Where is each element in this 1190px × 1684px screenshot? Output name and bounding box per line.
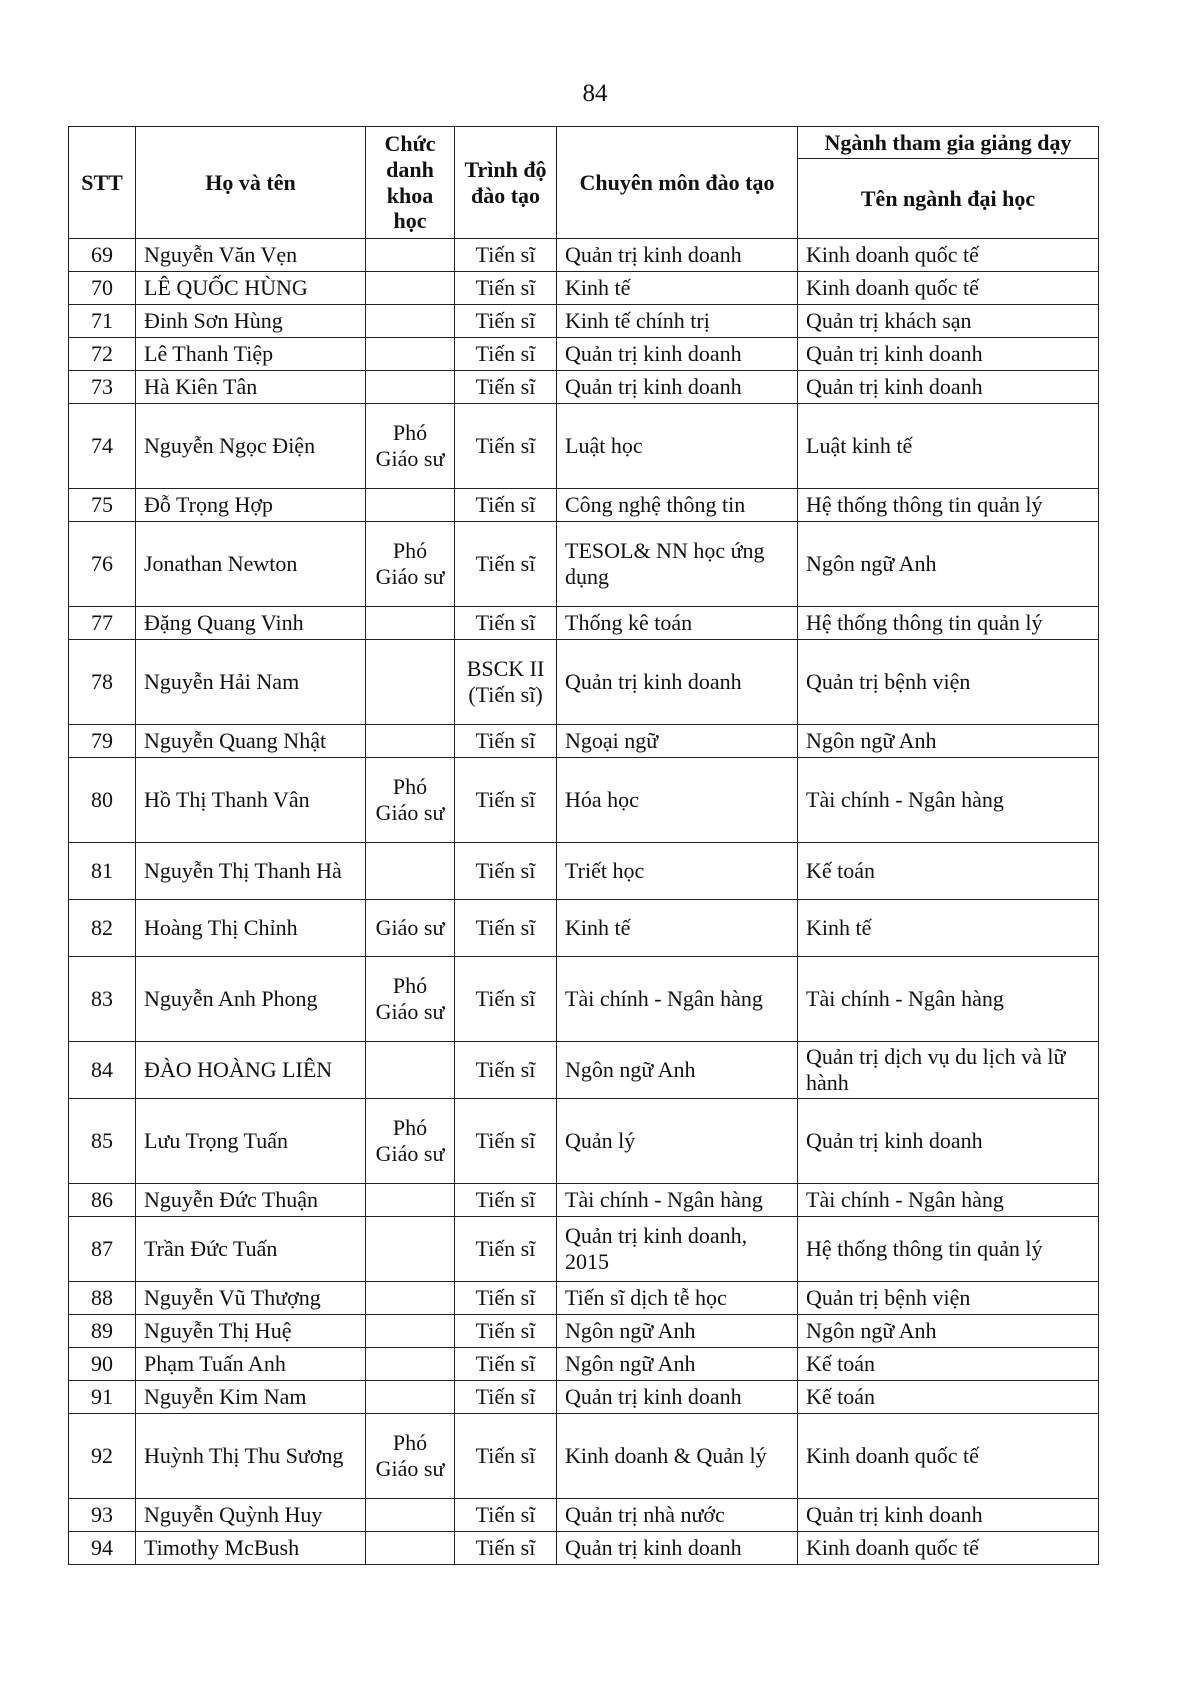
cell-program: Ngôn ngữ Anh [798, 725, 1099, 758]
cell-major: Ngôn ngữ Anh [557, 1348, 798, 1381]
header-name: Họ và tên [136, 127, 366, 239]
cell-major: TESOL& NN học ứng dụng [557, 522, 798, 607]
cell-stt: 92 [69, 1414, 136, 1499]
cell-level: BSCK II (Tiến sĩ) [455, 640, 557, 725]
cell-stt: 80 [69, 758, 136, 843]
cell-program: Quản trị kinh doanh [798, 1499, 1099, 1532]
cell-program: Tài chính - Ngân hàng [798, 957, 1099, 1042]
table-row [69, 640, 1099, 725]
cell-level: Tiến sĩ [455, 489, 557, 522]
table-row [69, 1217, 1099, 1282]
cell-name: Đặng Quang Vinh [136, 607, 366, 640]
cell-name: LÊ QUỐC HÙNG [136, 272, 366, 305]
cell-program: Kế toán [798, 1381, 1099, 1414]
cell-major: Công nghệ thông tin [557, 489, 798, 522]
cell-level: Tiến sĩ [455, 272, 557, 305]
cell-name: Nguyễn Ngọc Điện [136, 404, 366, 489]
cell-title [366, 725, 455, 758]
table-row [69, 1348, 1099, 1381]
cell-name: Lưu Trọng Tuấn [136, 1099, 366, 1184]
table-row [69, 1282, 1099, 1315]
cell-level: Tiến sĩ [455, 1381, 557, 1414]
table-row [69, 1414, 1099, 1499]
cell-level: Tiến sĩ [455, 1348, 557, 1381]
cell-level: Tiến sĩ [455, 1414, 557, 1499]
cell-stt: 74 [69, 404, 136, 489]
lecturer-table [68, 126, 1099, 1565]
cell-stt: 83 [69, 957, 136, 1042]
cell-name: Jonathan Newton [136, 522, 366, 607]
table-row [69, 272, 1099, 305]
page-number: 84 [582, 80, 608, 107]
header-title: Chức danh khoa học [366, 127, 455, 239]
cell-level: Tiến sĩ [455, 1184, 557, 1217]
cell-stt: 88 [69, 1282, 136, 1315]
cell-major: Quản trị kinh doanh, 2015 [557, 1217, 798, 1282]
cell-stt: 75 [69, 489, 136, 522]
cell-name: Lê Thanh Tiệp [136, 338, 366, 371]
cell-level: Tiến sĩ [455, 1315, 557, 1348]
cell-stt: 78 [69, 640, 136, 725]
cell-major: Kinh tế [557, 272, 798, 305]
cell-program: Ngôn ngữ Anh [798, 522, 1099, 607]
cell-major: Tiến sĩ dịch tễ học [557, 1282, 798, 1315]
cell-stt: 93 [69, 1499, 136, 1532]
cell-level: Tiến sĩ [455, 338, 557, 371]
cell-major: Thống kê toán [557, 607, 798, 640]
cell-stt: 77 [69, 607, 136, 640]
cell-major: Quản trị kinh doanh [557, 338, 798, 371]
cell-name: Huỳnh Thị Thu Sương [136, 1414, 366, 1499]
cell-name: Trần Đức Tuấn [136, 1217, 366, 1282]
cell-title: Phó Giáo sư [366, 522, 455, 607]
cell-program: Quản trị kinh doanh [798, 1099, 1099, 1184]
cell-major: Tài chính - Ngân hàng [557, 1184, 798, 1217]
cell-level: Tiến sĩ [455, 371, 557, 404]
cell-program: Quản trị kinh doanh [798, 338, 1099, 371]
cell-title: Phó Giáo sư [366, 1414, 455, 1499]
cell-title [366, 1282, 455, 1315]
cell-stt: 90 [69, 1348, 136, 1381]
cell-title [366, 1532, 455, 1565]
cell-stt: 79 [69, 725, 136, 758]
cell-level: Tiến sĩ [455, 1042, 557, 1099]
cell-level: Tiến sĩ [455, 725, 557, 758]
table-row [69, 1381, 1099, 1414]
cell-name: Nguyễn Quỳnh Huy [136, 1499, 366, 1532]
header-program: Tên ngành đại học [798, 159, 1099, 239]
cell-major: Luật học [557, 404, 798, 489]
cell-stt: 85 [69, 1099, 136, 1184]
cell-name: Nguyễn Hải Nam [136, 640, 366, 725]
table-row [69, 1315, 1099, 1348]
cell-name: Timothy McBush [136, 1532, 366, 1565]
cell-stt: 71 [69, 305, 136, 338]
cell-stt: 86 [69, 1184, 136, 1217]
cell-level: Tiến sĩ [455, 1099, 557, 1184]
cell-title: Giáo sư [366, 900, 455, 957]
cell-name: Nguyễn Kim Nam [136, 1381, 366, 1414]
cell-stt: 76 [69, 522, 136, 607]
cell-major: Hóa học [557, 758, 798, 843]
cell-major: Kinh tế chính trị [557, 305, 798, 338]
cell-major: Quản lý [557, 1099, 798, 1184]
cell-program: Kinh tế [798, 900, 1099, 957]
table-row [69, 1042, 1099, 1099]
cell-level: Tiến sĩ [455, 1217, 557, 1282]
table-header [69, 127, 1099, 239]
table-row [69, 957, 1099, 1042]
cell-stt: 84 [69, 1042, 136, 1099]
cell-title [366, 640, 455, 725]
cell-major: Ngoại ngữ [557, 725, 798, 758]
cell-title [366, 843, 455, 900]
cell-stt: 82 [69, 900, 136, 957]
cell-major: Ngôn ngữ Anh [557, 1042, 798, 1099]
cell-level: Tiến sĩ [455, 957, 557, 1042]
cell-program: Hệ thống thông tin quản lý [798, 1217, 1099, 1282]
cell-level: Tiến sĩ [455, 607, 557, 640]
cell-level: Tiến sĩ [455, 1282, 557, 1315]
cell-program: Quản trị khách sạn [798, 305, 1099, 338]
cell-program: Tài chính - Ngân hàng [798, 758, 1099, 843]
cell-level: Tiến sĩ [455, 900, 557, 957]
table-row [69, 843, 1099, 900]
cell-title: Phó Giáo sư [366, 1099, 455, 1184]
cell-name: Nguyễn Thị Thanh Hà [136, 843, 366, 900]
cell-program: Luật kinh tế [798, 404, 1099, 489]
cell-program: Quản trị bệnh viện [798, 640, 1099, 725]
cell-program: Quản trị bệnh viện [798, 1282, 1099, 1315]
table-row [69, 1184, 1099, 1217]
cell-program: Ngôn ngữ Anh [798, 1315, 1099, 1348]
cell-title [366, 489, 455, 522]
cell-level: Tiến sĩ [455, 843, 557, 900]
cell-program: Kinh doanh quốc tế [798, 239, 1099, 272]
cell-program: Hệ thống thông tin quản lý [798, 489, 1099, 522]
table-row [69, 489, 1099, 522]
cell-title [366, 1381, 455, 1414]
table-row [69, 1099, 1099, 1184]
header-major: Chuyên môn đào tạo [557, 127, 798, 239]
table-row [69, 607, 1099, 640]
cell-name: Nguyễn Quang Nhật [136, 725, 366, 758]
cell-title [366, 1217, 455, 1282]
cell-program: Hệ thống thông tin quản lý [798, 607, 1099, 640]
table-row [69, 758, 1099, 843]
cell-name: Nguyễn Đức Thuận [136, 1184, 366, 1217]
cell-program: Kinh doanh quốc tế [798, 1532, 1099, 1565]
cell-title [366, 607, 455, 640]
cell-program: Kinh doanh quốc tế [798, 272, 1099, 305]
table-row [69, 239, 1099, 272]
table-row [69, 338, 1099, 371]
cell-name: Hoàng Thị Chỉnh [136, 900, 366, 957]
cell-name: Nguyễn Anh Phong [136, 957, 366, 1042]
cell-level: Tiến sĩ [455, 1532, 557, 1565]
cell-name: Nguyễn Thị Huệ [136, 1315, 366, 1348]
cell-name: Hồ Thị Thanh Vân [136, 758, 366, 843]
cell-title [366, 1042, 455, 1099]
table-row [69, 725, 1099, 758]
cell-program: Kinh doanh quốc tế [798, 1414, 1099, 1499]
cell-stt: 81 [69, 843, 136, 900]
cell-title [366, 1348, 455, 1381]
cell-title: Phó Giáo sư [366, 957, 455, 1042]
cell-title [366, 1315, 455, 1348]
table-row [69, 900, 1099, 957]
cell-level: Tiến sĩ [455, 239, 557, 272]
cell-level: Tiến sĩ [455, 522, 557, 607]
cell-major: Quản trị nhà nước [557, 1499, 798, 1532]
table-row [69, 404, 1099, 489]
cell-title [366, 338, 455, 371]
header-teaching-field: Ngành tham gia giảng dạy [798, 127, 1099, 159]
cell-major: Triết học [557, 843, 798, 900]
cell-title: Phó Giáo sư [366, 758, 455, 843]
cell-title [366, 1499, 455, 1532]
cell-stt: 91 [69, 1381, 136, 1414]
cell-title [366, 1184, 455, 1217]
cell-name: Nguyễn Văn Vẹn [136, 239, 366, 272]
header-stt: STT [69, 127, 136, 239]
cell-major: Kinh doanh & Quản lý [557, 1414, 798, 1499]
cell-program: Quản trị dịch vụ du lịch và lữ hành [798, 1042, 1099, 1099]
cell-title: Phó Giáo sư [366, 404, 455, 489]
cell-stt: 70 [69, 272, 136, 305]
cell-stt: 73 [69, 371, 136, 404]
cell-program: Kế toán [798, 1348, 1099, 1381]
cell-stt: 94 [69, 1532, 136, 1565]
cell-name: Hà Kiên Tân [136, 371, 366, 404]
cell-name: Đỗ Trọng Hợp [136, 489, 366, 522]
table-body [69, 239, 1099, 1565]
cell-title [366, 305, 455, 338]
cell-name: Phạm Tuấn Anh [136, 1348, 366, 1381]
cell-stt: 72 [69, 338, 136, 371]
cell-major: Quản trị kinh doanh [557, 1381, 798, 1414]
cell-level: Tiến sĩ [455, 1499, 557, 1532]
cell-title [366, 371, 455, 404]
cell-level: Tiến sĩ [455, 305, 557, 338]
table-row [69, 522, 1099, 607]
cell-title [366, 239, 455, 272]
cell-major: Quản trị kinh doanh [557, 640, 798, 725]
cell-level: Tiến sĩ [455, 404, 557, 489]
header-level: Trình độ đào tạo [455, 127, 557, 239]
cell-program: Tài chính - Ngân hàng [798, 1184, 1099, 1217]
cell-major: Quản trị kinh doanh [557, 239, 798, 272]
cell-major: Quản trị kinh doanh [557, 1532, 798, 1565]
cell-major: Tài chính - Ngân hàng [557, 957, 798, 1042]
cell-program: Kế toán [798, 843, 1099, 900]
table-row [69, 371, 1099, 404]
cell-major: Ngôn ngữ Anh [557, 1315, 798, 1348]
cell-stt: 89 [69, 1315, 136, 1348]
cell-major: Quản trị kinh doanh [557, 371, 798, 404]
cell-stt: 69 [69, 239, 136, 272]
cell-major: Kinh tế [557, 900, 798, 957]
cell-name: Đinh Sơn Hùng [136, 305, 366, 338]
table-row [69, 305, 1099, 338]
cell-stt: 87 [69, 1217, 136, 1282]
cell-name: Nguyễn Vũ Thượng [136, 1282, 366, 1315]
cell-name: ĐÀO HOÀNG LIÊN [136, 1042, 366, 1099]
table-row [69, 1532, 1099, 1565]
cell-level: Tiến sĩ [455, 758, 557, 843]
cell-program: Quản trị kinh doanh [798, 371, 1099, 404]
cell-title [366, 272, 455, 305]
table-row [69, 1499, 1099, 1532]
